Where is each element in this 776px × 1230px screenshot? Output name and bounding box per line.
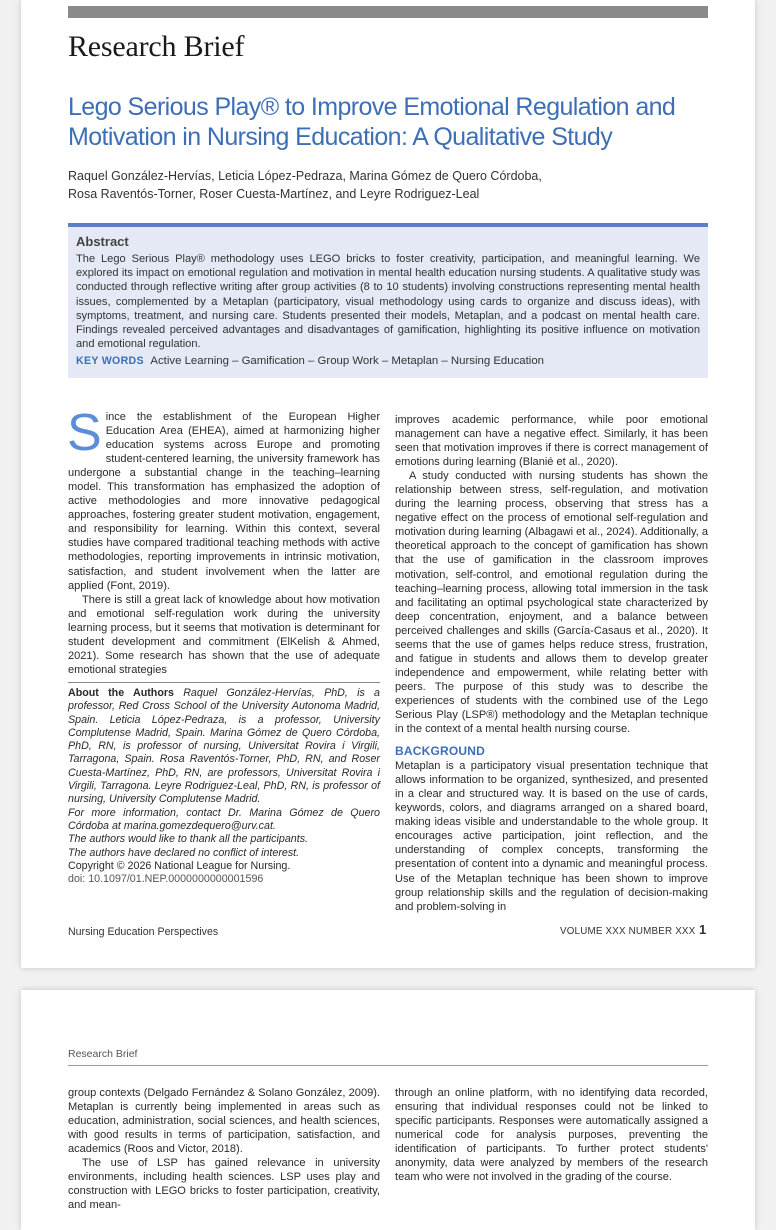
keywords-line <box>76 355 700 367</box>
keywords-label: KEY WORDS <box>76 355 144 368</box>
right-column <box>395 413 708 914</box>
page-number: 1 <box>699 922 707 937</box>
intro-paragraph-2: There is still a great lack of knowledge about how motivation and emotional self-regulation work during the university learning process, but it seems that motivation is determinant for student development and commitment (ElKelish & Ahmed, 2021). Some research has shown that the use of adequate emotional strategies <box>68 593 380 676</box>
author-list <box>68 167 708 203</box>
header-bar <box>68 6 708 18</box>
background-paragraph: Metaplan is a participatory visual presentation technique that allows information to be organized, synthesized, and presented in a clear and structured way. It is based on the use of cards, keywords, colors, and diagrams arranged on a shared board, making ideas visible and understandable to the whole group. It encourages active participation, joint reflection, and the understanding of complex concepts, transforming the presentation of content into a dynamic and meaningful process. Use of the Metaplan technique has been shown to improve group relationship skills and the regulation of decision-making and problem-solving in <box>395 760 708 913</box>
page2-left-paragraph-1: group contexts (Delgado Fernández & Solano González, 2009). Metaplan is currently being implemented in areas such as education, administration, social sciences, and health sciences, with good results in terms of participation, satisfaction, and academics (Roos and Victor, 2018). <box>68 1087 380 1156</box>
right-paragraph-2: A study conducted with nursing students has shown the relationship between stress, self-regulation, and motivation during the learning process, observing that stress has a negative effect on the process of emotional self-regulation and motivation during learning (Albagawi et al., 2024). Additionally, a theoretical approach to the concept of gamification has shown that the use of gamification in the classroom improves motivation, self-control, and emotional regulation during the teaching–learning process, allowing total immersion in the task and facilitating an optimal psychological state characterized by deep concentration, enjoyment, and a balance between perceived challenges and skills (García-Casaus et al., 2020). It seems that the use of games helps reduce stress, frustration, and fatigue in students and allows them to develop greater independence and empowerment, while relating better with peers. The purpose of this study was to describe the experiences of students with the combined use of the Lego Serious Play (LSP®) methodology and the Metaplan technique in the context of a mental health nursing course. <box>395 470 708 736</box>
abstract-text: The Lego Serious Play® methodology uses LEGO bricks to foster creativity, participation, and meaningful learning. We explored its impact on emotional regulation and motivation in mental health education nursing students. A qualitative study was conducted through reflective writing after group activities (8 to 10 students) involving constructions representing mental health issues, complemented by a Metaplan (participatory, visual methodology using cards to organize and discuss ideas), with symptoms, treatment, and nursing care. Students presented their models, Metaplan, and a podcast on mental health care. Findings revealed perceived advantages and disadvantages of gamification, highlighting its positive influence on motivation and emotional regulation. <box>76 253 700 351</box>
intro-paragraph-1-text: ince the establishment of the European Higher Education Area (EHEA), aimed at harmonizing higher education systems across Europe and promoting student-centered learning, the university framework has undergone a substantial change in the teaching–learning model. This transformation has emphasized the adoption of active methodologies and more innovative pedagogical approaches, fostering greater student motivation, engagement, and responsibility for learning. Within this context, several studies have compared traditional teaching methods with active methodologies, reporting improvements in intrinsic motivation, satisfaction, and student involvement when the latter are applied (Font, 2019). <box>68 411 380 592</box>
abstract-heading: Abstract <box>76 234 129 249</box>
doi-link[interactable]: doi: 10.1097/01.NEP.0000000000001596 <box>68 873 264 886</box>
about-authors-text <box>68 687 380 807</box>
page2-left-column <box>68 1086 380 1212</box>
about-authors-box <box>68 682 380 886</box>
page-1 <box>21 0 755 968</box>
page2-right-paragraph-1: through an online platform, with no identifying data recorded, ensuring that individual responses could not be linked to specific participants. Responses were automatically assigned a numerical code for analysis purposes, preventing the identification of participants. To further protect students' anonymity, data were analyzed by members of the research team who were not involved in the grading of the course. <box>395 1087 708 1184</box>
page-2 <box>21 990 755 1230</box>
keywords-text: Active Learning – Gamification – Group Work – Metaplan – Nursing Education <box>150 355 544 368</box>
authors-line-1: Raquel González-Hervías, Leticia López-Pedraza, Marina Gómez de Quero Córdoba, <box>68 169 542 183</box>
section-title: Research Brief <box>68 30 245 63</box>
authors-line-2: Rosa Raventós-Torner, Roser Cuesta-Martínez, and Leyre Rodriguez-Leal <box>68 187 480 201</box>
intro-paragraph-1 <box>67 404 380 593</box>
about-authors-label: About the Authors <box>68 687 174 699</box>
page2-left-paragraph-2: The use of LSP has gained relevance in university environments, including health sciences. LSP uses play and construction with LEGO bricks to foster participation, creativity, and mean- <box>68 1157 380 1212</box>
drop-cap: S <box>67 404 102 462</box>
abstract-box <box>68 223 708 378</box>
page2-right-column <box>395 1086 708 1184</box>
header-rule <box>68 1065 708 1066</box>
journal-name: Nursing Education Perspectives <box>68 926 219 938</box>
copyright: Copyright © 2026 National League for Nursing. <box>68 859 291 872</box>
article-title: Lego Serious Play® to Improve Emotional Regulation and Motivation in Nursing Education: A Qualitative Study <box>68 93 676 151</box>
conflict-statement: The authors have declared no conflict of interest. <box>68 846 300 859</box>
left-column <box>67 404 380 677</box>
about-authors-body: Raquel González-Hervías, PhD, is a professor, Red Cross School of the University Autonoma Madrid, Spain. Leticia López-Pedraza, is a professor, University Complutense Madrid, Spain. Marina Gómez de Quero Córdoba, PhD, RN, is professor of nursing, Universitat Rovira i Virgili, Tarragona, Spain. Rosa Raventós-Torner, PhD, RN, and Roser Cuesta-Martínez, PhD, RN, are professors, Universitat Rovira i Virgili, Tarragona. Leyre Rodriguez-Leal, PhD, RN, is professor of nursing, University Complutense Madrid. <box>68 687 380 806</box>
acknowledgement: The authors would like to thank all the participants. <box>68 833 309 846</box>
contact-info: For more information, contact Dr. Marina Gómez de Quero Córdoba at marina.gomezdequero@urv.cat. <box>68 806 380 832</box>
background-heading: BACKGROUND <box>395 744 485 759</box>
right-paragraph-1: improves academic performance, while poor emotional management can have a negative effect. Similarly, it has been seen that motivation improves if there is correct management of emotions during learning (Blanié et al., 2020). <box>395 414 708 469</box>
running-header: Research Brief <box>68 1048 138 1060</box>
volume-info: VOLUME XXX NUMBER XXX <box>560 926 696 937</box>
